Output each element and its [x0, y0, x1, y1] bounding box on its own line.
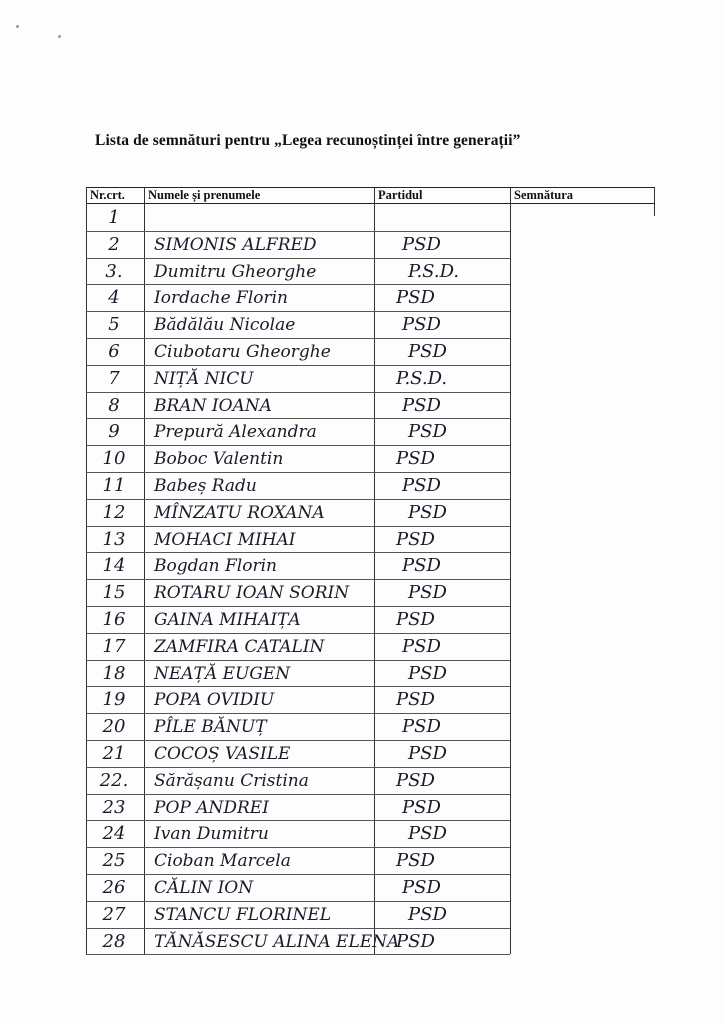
scan-speck [16, 25, 19, 28]
row-number: 21 [102, 743, 126, 764]
row-party: PSD [402, 314, 441, 336]
table-column-rule [510, 187, 511, 954]
table-row-rule [86, 338, 510, 339]
table-row-rule [86, 660, 510, 661]
table-row-rule [86, 901, 510, 902]
table-row-rule [86, 686, 510, 687]
row-party: PSD [396, 689, 435, 711]
row-number: 4 [108, 287, 120, 309]
row-number: 3. [105, 260, 123, 282]
header-name: Numele și prenumele [144, 187, 374, 204]
row-number: 9 [108, 421, 120, 443]
row-party: PSD [402, 233, 441, 255]
row-party: PSD [396, 769, 435, 791]
row-name: TĂNĂSESCU ALINA ELENA [154, 931, 400, 952]
row-name: Iordache Florin [154, 288, 289, 309]
row-party: PSD [402, 475, 441, 496]
row-name: BRAN IOANA [154, 395, 272, 416]
row-number: 14 [102, 555, 126, 577]
page-title: Lista de semnături pentru „Legea recunoștinței între generații” [95, 132, 521, 149]
header-party: Partidul [374, 187, 510, 204]
table-row-rule [86, 231, 510, 232]
row-number: 24 [102, 823, 126, 845]
row-name: Dumitru Gheorghe [154, 261, 317, 282]
row-name: Bogdan Florin [154, 556, 277, 577]
row-name: NIȚĂ NICU [154, 368, 254, 389]
row-name: Bădălău Nicolae [154, 315, 296, 336]
header-nr: Nr.crt. [86, 187, 144, 204]
row-number: 19 [102, 689, 126, 711]
row-number: 23 [102, 796, 126, 818]
row-party: PSD [402, 555, 441, 577]
row-name: COCOȘ VASILE [154, 744, 291, 764]
table-row-rule [86, 526, 510, 527]
row-party: PSD [396, 528, 435, 550]
row-number: 25 [102, 850, 126, 872]
row-party: P.S.D. [396, 367, 448, 389]
table-row-rule [86, 311, 510, 312]
table-column-rule [374, 187, 375, 954]
row-number: 26 [102, 877, 126, 898]
table-row-rule [86, 954, 510, 955]
table-row-rule [86, 365, 510, 366]
row-name: MOHACI MIHAI [154, 529, 296, 550]
row-party: PSD [396, 287, 435, 309]
row-party: PSD [402, 635, 441, 657]
table-row-rule [86, 847, 510, 848]
row-name: PÎLE BĂNUȚ [154, 717, 267, 738]
row-number: 11 [102, 475, 126, 496]
row-name: Ciubotaru Gheorghe [154, 342, 331, 362]
row-party: PSD [408, 823, 447, 845]
row-party: PSD [408, 743, 447, 764]
table-row-rule [86, 794, 510, 795]
table-row-rule [86, 499, 510, 500]
table-row-rule [86, 552, 510, 553]
row-party: PSD [396, 609, 435, 630]
row-number: 5 [108, 314, 120, 336]
row-party: PSD [396, 448, 435, 470]
row-name: Boboc Valentin [154, 449, 284, 470]
row-number: 16 [102, 609, 126, 630]
table-row-rule [86, 820, 510, 821]
row-party: PSD [402, 394, 441, 416]
row-number: 10 [102, 448, 126, 470]
table-row-rule [86, 472, 510, 473]
row-party: PSD [402, 716, 441, 738]
row-name: ROTARU IOAN SORIN [154, 583, 350, 604]
row-number: 12 [102, 501, 126, 523]
row-party: PSD [402, 877, 441, 898]
row-party: P.S.D. [408, 260, 460, 282]
row-party: PSD [408, 341, 447, 362]
row-party: PSD [408, 903, 447, 925]
table-row-rule [86, 445, 510, 446]
row-number: 20 [102, 716, 126, 738]
row-number: 17 [102, 635, 126, 657]
row-party: PSD [396, 930, 435, 952]
table-row-rule [86, 874, 510, 875]
row-number: 13 [102, 528, 126, 550]
table-row-rule [86, 928, 510, 929]
row-name: POPA OVIDIU [154, 690, 275, 711]
row-name: POP ANDREI [154, 797, 269, 818]
table-row-rule [86, 740, 510, 741]
table-row-rule [86, 392, 510, 393]
row-party: PSD [408, 582, 447, 604]
row-number: 7 [108, 367, 120, 389]
table-column-rule [654, 187, 655, 216]
row-name: CĂLIN ION [154, 878, 254, 898]
table-row-rule [86, 633, 510, 634]
row-party: PSD [402, 796, 441, 818]
row-party: PSD [408, 662, 447, 684]
table-row-rule [86, 606, 510, 607]
table-row-rule [86, 258, 510, 259]
scan-speck [58, 35, 61, 38]
row-party: PSD [396, 850, 435, 872]
row-name: GAINA MIHAIȚA [154, 610, 301, 630]
row-name: Babeș Radu [154, 476, 257, 496]
row-name: ZAMFIRA CATALIN [154, 636, 325, 657]
table-row-rule [86, 767, 510, 768]
row-name: Ivan Dumitru [154, 824, 269, 845]
row-name: SIMONIS ALFRED [154, 234, 317, 255]
row-party: PSD [408, 421, 447, 443]
table-column-rule [144, 187, 145, 954]
row-number: 8 [108, 394, 120, 416]
row-name: Cioban Marcela [154, 851, 291, 872]
table-row-rule [86, 713, 510, 714]
table-row-rule [86, 579, 510, 580]
table-row-rule [86, 418, 510, 419]
header-signature: Semnătura [510, 187, 654, 204]
row-number: 1 [108, 207, 120, 228]
row-number: 2 [108, 233, 120, 255]
row-number: 15 [102, 582, 126, 604]
row-party: PSD [408, 501, 447, 523]
row-name: MÎNZATU ROXANA [154, 502, 325, 523]
row-number: 22. [99, 769, 129, 791]
row-number: 27 [102, 903, 126, 925]
row-number: 18 [102, 662, 126, 684]
row-number: 28 [102, 930, 126, 952]
table-row-rule [86, 284, 510, 285]
row-name: NEAȚĂ EUGEN [154, 663, 291, 684]
row-number: 6 [108, 341, 120, 362]
row-name: Sărășanu Cristina [154, 770, 309, 791]
row-name: STANCU FLORINEL [154, 904, 332, 925]
row-name: Prepură Alexandra [154, 422, 317, 443]
